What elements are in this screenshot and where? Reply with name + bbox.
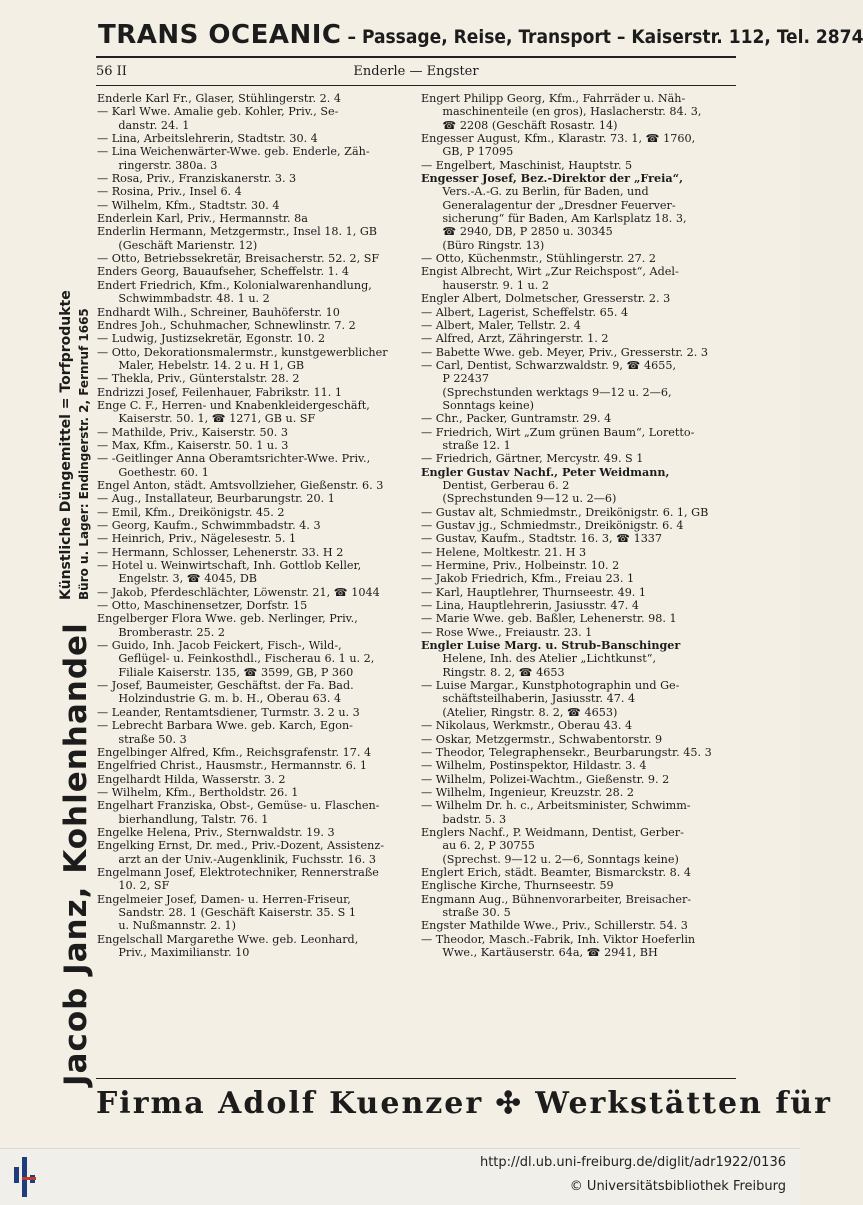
directory-line: — Wilhelm, Postinspektor, Hildastr. 3. 4 (421, 759, 737, 772)
directory-line: — Otto, Maschinensetzer, Dorfstr. 15 (97, 599, 413, 612)
directory-line: Endert Friedrich, Kfm., Kolonialwarenhandlung, (97, 279, 413, 292)
directory-line: — Luise Margar., Kunstphotographin und Ge- (421, 679, 737, 692)
library-logo-icon (14, 1157, 42, 1197)
directory-line: — Otto, Küchenmstr., Stühlingerstr. 27. 2 (421, 252, 737, 265)
directory-line: — Gustav jg., Schmiedmstr., Dreikönigstr. 6. 4 (421, 519, 737, 532)
directory-line: Engel Anton, städt. Amtsvollzieher, Gießenstr. 6. 3 (97, 479, 413, 492)
directory-line: Englische Kirche, Thurnseestr. 59 (421, 879, 737, 892)
directory-line: — Karl, Hauptlehrer, Thurnseestr. 49. 1 (421, 586, 737, 599)
directory-line: — Carl, Dentist, Schwarzwaldstr. 9, ☎ 4655, (421, 359, 737, 372)
directory-line: straße 50. 3 (97, 733, 413, 746)
directory-line: schäftsteilhaberin, Jasiusstr. 47. 4 (421, 692, 737, 705)
directory-line: Englert Erich, städt. Beamter, Bismarckstr. 8. 4 (421, 866, 737, 879)
directory-line: — Rose Wwe., Freiaustr. 23. 1 (421, 626, 737, 639)
directory-line: Bromberastr. 25. 2 (97, 626, 413, 639)
directory-line: — Wilhelm, Ingenieur, Kreuzstr. 28. 2 (421, 786, 737, 799)
directory-line: (Sprechst. 9—12 u. 2—6, Sonntags keine) (421, 853, 737, 866)
directory-line: Sandstr. 28. 1 (Geschäft Kaiserstr. 35. S 1 (97, 906, 413, 919)
directory-line: Enderlein Karl, Priv., Hermannstr. 8a (97, 212, 413, 225)
directory-line: — Engelbert, Maschinist, Hauptstr. 5 (421, 159, 737, 172)
directory-line: — Otto, Betriebssekretär, Breisacherstr. 52. 2, SF (97, 252, 413, 265)
directory-line: Sonntags keine) (421, 399, 737, 412)
running-head-rule (96, 85, 736, 86)
directory-line: Goethestr. 60. 1 (97, 466, 413, 479)
directory-line: — Gustav, Kaufm., Stadtstr. 16. 3, ☎ 1337 (421, 532, 737, 545)
directory-line: — Helene, Moltkestr. 21. H 3 (421, 546, 737, 559)
directory-line: — Theodor, Masch.-Fabrik, Inh. Viktor Hoeferlin (421, 933, 737, 946)
directory-line: — Karl Wwe. Amalie geb. Kohler, Priv., Se- (97, 105, 413, 118)
directory-line: — Babette Wwe. geb. Meyer, Priv., Gresserstr. 2. 3 (421, 346, 737, 359)
header-tagline: – Passage, Reise, Transport – Kaiserstr. 112, Tel. 2874 (342, 26, 863, 48)
page-number: 56 II (96, 64, 127, 79)
directory-line: Priv., Maximilianstr. 10 (97, 946, 413, 959)
directory-line: (Sprechstunden 9—12 u. 2—6) (421, 492, 737, 505)
directory-line: Englers Nachf., P. Weidmann, Dentist, Gerber- (421, 826, 737, 839)
directory-line: — Friedrich, Wirt „Zum grünen Baum“, Loretto- (421, 426, 737, 439)
directory-line: Engelbinger Alfred, Kfm., Reichsgrafenstr. 17. 4 (97, 746, 413, 759)
running-title: Enderle — Engster (96, 64, 736, 79)
directory-line: Enders Georg, Bauaufseher, Scheffelstr. 1. 4 (97, 265, 413, 278)
directory-line: — Hermann, Schlosser, Lehenerstr. 33. H 2 (97, 546, 413, 559)
directory-line: (Büro Ringstr. 13) (421, 239, 737, 252)
directory-line: Enge C. F., Herren- und Knabenkleidergeschäft, (97, 399, 413, 412)
directory-line: — Lina, Hauptlehrerin, Jasiusstr. 47. 4 (421, 599, 737, 612)
directory-line: (Geschäft Marienstr. 12) (97, 239, 413, 252)
directory-line: Geflügel- u. Feinkosthdl., Fischerau 6. 1 u. 2, (97, 652, 413, 665)
directory-line: — Rosa, Priv., Franziskanerstr. 3. 3 (97, 172, 413, 185)
directory-line: danstr. 24. 1 (97, 119, 413, 132)
header-brand: TRANS OCEANIC (98, 20, 342, 50)
directory-line: Ringstr. 8. 2, ☎ 4653 (421, 666, 737, 679)
directory-line: sicherung“ für Baden, Am Karlsplatz 18. 3, (421, 212, 737, 225)
directory-line: Engler Luise Marg. u. Strub-Banschinger (421, 639, 737, 652)
directory-line: Engist Albrecht, Wirt „Zur Reichspost“, Adel- (421, 265, 737, 278)
directory-line: Engler Albert, Dolmetscher, Gresserstr. 2. 3 (421, 292, 737, 305)
directory-line: — Aug., Installateur, Beurbarungstr. 20. 1 (97, 492, 413, 505)
directory-line: Holzindustrie G. m. b. H., Oberau 63. 4 (97, 692, 413, 705)
directory-line: P 22437 (421, 372, 737, 385)
directory-line: Helene, Inh. des Atelier „Lichtkunst“, (421, 652, 737, 665)
directory-line: Endhardt Wilh., Schreiner, Bauhöferstr. 10 (97, 306, 413, 319)
directory-line: Engelke Helena, Priv., Sternwaldstr. 19. 3 (97, 826, 413, 839)
directory-line: Dentist, Gerberau 6. 2 (421, 479, 737, 492)
directory-line: au 6. 2, P 30755 (421, 839, 737, 852)
directory-line: — Guido, Inh. Jacob Feickert, Fisch-, Wild-, (97, 639, 413, 652)
directory-line: Maler, Hebelstr. 14. 2 u. H 1, GB (97, 359, 413, 372)
header-rule (96, 56, 736, 58)
directory-line: Engelstr. 3, ☎ 4045, DB (97, 572, 413, 585)
directory-line: — Georg, Kaufm., Schwimmbadstr. 4. 3 (97, 519, 413, 532)
directory-line: Enderlin Hermann, Metzgermstr., Insel 18. 1, GB (97, 225, 413, 238)
library-footer-bar (0, 1148, 800, 1205)
directory-line: Endrizzi Josef, Feilenhauer, Fabrikstr. 11. 1 (97, 386, 413, 399)
directory-line: (Atelier, Ringstr. 8. 2, ☎ 4653) (421, 706, 737, 719)
directory-line: Filiale Kaiserstr. 135, ☎ 3599, GB, P 360 (97, 666, 413, 679)
directory-line: — Otto, Dekorationsmalermstr., kunstgewerblicher (97, 346, 413, 359)
directory-line: ☎ 2940, DB, P 2850 u. 30345 (421, 225, 737, 238)
directory-line: GB, P 17095 (421, 145, 737, 158)
directory-line: Engler Gustav Nachf., Peter Weidmann, (421, 466, 737, 479)
directory-line: Kaiserstr. 50. 1, ☎ 1271, GB u. SF (97, 412, 413, 425)
footer-advertisement: Firma Adolf Kuenzer ✣ Werkstätten für (96, 1086, 736, 1121)
directory-line: ringerstr. 380a. 3 (97, 159, 413, 172)
directory-line: arzt an der Univ.-Augenklinik, Fuchsstr. 16. 3 (97, 853, 413, 866)
directory-line: Schwimmbadstr. 48. 1 u. 2 (97, 292, 413, 305)
directory-line: — Oskar, Metzgermstr., Schwabentorstr. 9 (421, 733, 737, 746)
directory-line: — Thekla, Priv., Günterstalstr. 28. 2 (97, 372, 413, 385)
directory-line: — Friedrich, Gärtner, Mercystr. 49. S 1 (421, 452, 737, 465)
side-ad-inner-1-text: Künstliche Düngemittel = Torfprodukte (58, 290, 74, 600)
directory-line: — Heinrich, Priv., Nägelesestr. 5. 1 (97, 532, 413, 545)
directory-line: — Lebrecht Barbara Wwe. geb. Karch, Egon- (97, 719, 413, 732)
directory-line: — Chr., Packer, Guntramstr. 29. 4 (421, 412, 737, 425)
right-column (421, 92, 737, 959)
directory-line: straße 30. 5 (421, 906, 737, 919)
directory-line: — Lina Weichenwärter-Wwe. geb. Enderle, Zäh- (97, 145, 413, 158)
directory-line: — Theodor, Telegraphensekr., Beurbarungstr. 45. 3 (421, 746, 737, 759)
directory-line: Engelking Ernst, Dr. med., Priv.-Dozent, Assistenz- (97, 839, 413, 852)
directory-line: Engelfried Christ., Hausmstr., Hermannstr. 6. 1 (97, 759, 413, 772)
directory-line: Engelhardt Hilda, Wasserstr. 3. 2 (97, 773, 413, 786)
directory-line: Engert Philipp Georg, Kfm., Fahrräder u. Näh- (421, 92, 737, 105)
directory-line: — Ludwig, Justizsekretär, Egonstr. 10. 2 (97, 332, 413, 345)
running-head (96, 64, 736, 84)
directory-line: — Hotel u. Weinwirtschaft, Inh. Gottlob Keller, (97, 559, 413, 572)
directory-line: Engmann Aug., Bühnenvorarbeiter, Breisacher- (421, 893, 737, 906)
directory-line: — Wilhelm, Kfm., Stadtstr. 30. 4 (97, 199, 413, 212)
directory-line: 10. 2, SF (97, 879, 413, 892)
directory-line: — Josef, Baumeister, Geschäftst. der Fa. Bad. (97, 679, 413, 692)
directory-line: Engster Mathilde Wwe., Priv., Schillerstr. 54. 3 (421, 919, 737, 932)
directory-line: Engesser Josef, Bez.-Direktor der „Freia“, (421, 172, 737, 185)
copyright-notice: © Universitätsbibliothek Freiburg (570, 1179, 786, 1194)
side-ad-inner-2-text: Büro u. Lager: Endingerstr. 2, Fernruf 1665 (77, 308, 91, 600)
directory-line: — Leander, Rentamtsdiener, Turmstr. 3. 2 u. 3 (97, 706, 413, 719)
directory-line: Vers.-A.-G. zu Berlin, für Baden, und (421, 185, 737, 198)
directory-line: Endres Joh., Schuhmacher, Schnewlinstr. 7. 2 (97, 319, 413, 332)
directory-line: hauserstr. 9. 1 u. 2 (421, 279, 737, 292)
side-ad-outer-text: Jacob Janz, Kohlenhandel (58, 622, 94, 1086)
directory-line: — Gustav alt, Schmiedmstr., Dreikönigstr. 6. 1, GB (421, 506, 737, 519)
footer-rule (96, 1078, 736, 1079)
directory-line: — Jakob Friedrich, Kfm., Freiau 23. 1 (421, 572, 737, 585)
directory-line: Engelhart Franziska, Obst-, Gemüse- u. Flaschen- (97, 799, 413, 812)
directory-line: — Wilhelm Dr. h. c., Arbeitsminister, Schwimm- (421, 799, 737, 812)
directory-line: bierhandlung, Talstr. 76. 1 (97, 813, 413, 826)
directory-line: Engesser August, Kfm., Klarastr. 73. 1, ☎ 1760, (421, 132, 737, 145)
document-url-link[interactable]: http://dl.ub.uni-freiburg.de/diglit/adr1922/0136 (480, 1155, 786, 1170)
directory-line: — Albert, Lagerist, Scheffelstr. 65. 4 (421, 306, 737, 319)
directory-line: — Hermine, Priv., Holbeinstr. 10. 2 (421, 559, 737, 572)
directory-line: Engelmeier Josef, Damen- u. Herren-Friseur, (97, 893, 413, 906)
directory-line: — Emil, Kfm., Dreikönigstr. 45. 2 (97, 506, 413, 519)
directory-line: Enderle Karl Fr., Glaser, Stühlingerstr. 2. 4 (97, 92, 413, 105)
directory-line: — Nikolaus, Werkmstr., Oberau 43. 4 (421, 719, 737, 732)
directory-line: Engelmann Josef, Elektrotechniker, Rennerstraße (97, 866, 413, 879)
directory-line: Generalagentur der „Dresdner Feuerver- (421, 199, 737, 212)
directory-line: Engelschall Margarethe Wwe. geb. Leonhard, (97, 933, 413, 946)
directory-line: ☎ 2208 (Geschäft Rosastr. 14) (421, 119, 737, 132)
directory-line: — Albert, Maler, Tellstr. 2. 4 (421, 319, 737, 332)
directory-line: maschinenteile (en gros), Haslacherstr. 84. 3, (421, 105, 737, 118)
left-column (97, 92, 413, 959)
header-advertisement (98, 20, 738, 50)
directory-line: — Wilhelm, Kfm., Bertholdstr. 26. 1 (97, 786, 413, 799)
directory-line: — Wilhelm, Polizei-Wachtm., Gießenstr. 9. 2 (421, 773, 737, 786)
directory-line: — Lina, Arbeitslehrerin, Stadtstr. 30. 4 (97, 132, 413, 145)
directory-line: Wwe., Kartäuserstr. 64a, ☎ 2941, BH (421, 946, 737, 959)
directory-line: — -Geitlinger Anna Oberamtsrichter-Wwe. Priv., (97, 452, 413, 465)
directory-line: badstr. 5. 3 (421, 813, 737, 826)
directory-line: — Jakob, Pferdeschlächter, Löwenstr. 21, ☎ 1044 (97, 586, 413, 599)
directory-line: (Sprechstunden werktags 9—12 u. 2—6, (421, 386, 737, 399)
directory-line: — Mathilde, Priv., Kaiserstr. 50. 3 (97, 426, 413, 439)
directory-line: u. Nußmannstr. 2. 1) (97, 919, 413, 932)
directory-line: — Marie Wwe. geb. Baßler, Lehenerstr. 98. 1 (421, 612, 737, 625)
directory-line: Engelberger Flora Wwe. geb. Nerlinger, Priv., (97, 612, 413, 625)
directory-line: — Rosina, Priv., Insel 6. 4 (97, 185, 413, 198)
directory-line: — Max, Kfm., Kaiserstr. 50. 1 u. 3 (97, 439, 413, 452)
directory-line: straße 12. 1 (421, 439, 737, 452)
directory-line: — Alfred, Arzt, Zähringerstr. 1. 2 (421, 332, 737, 345)
